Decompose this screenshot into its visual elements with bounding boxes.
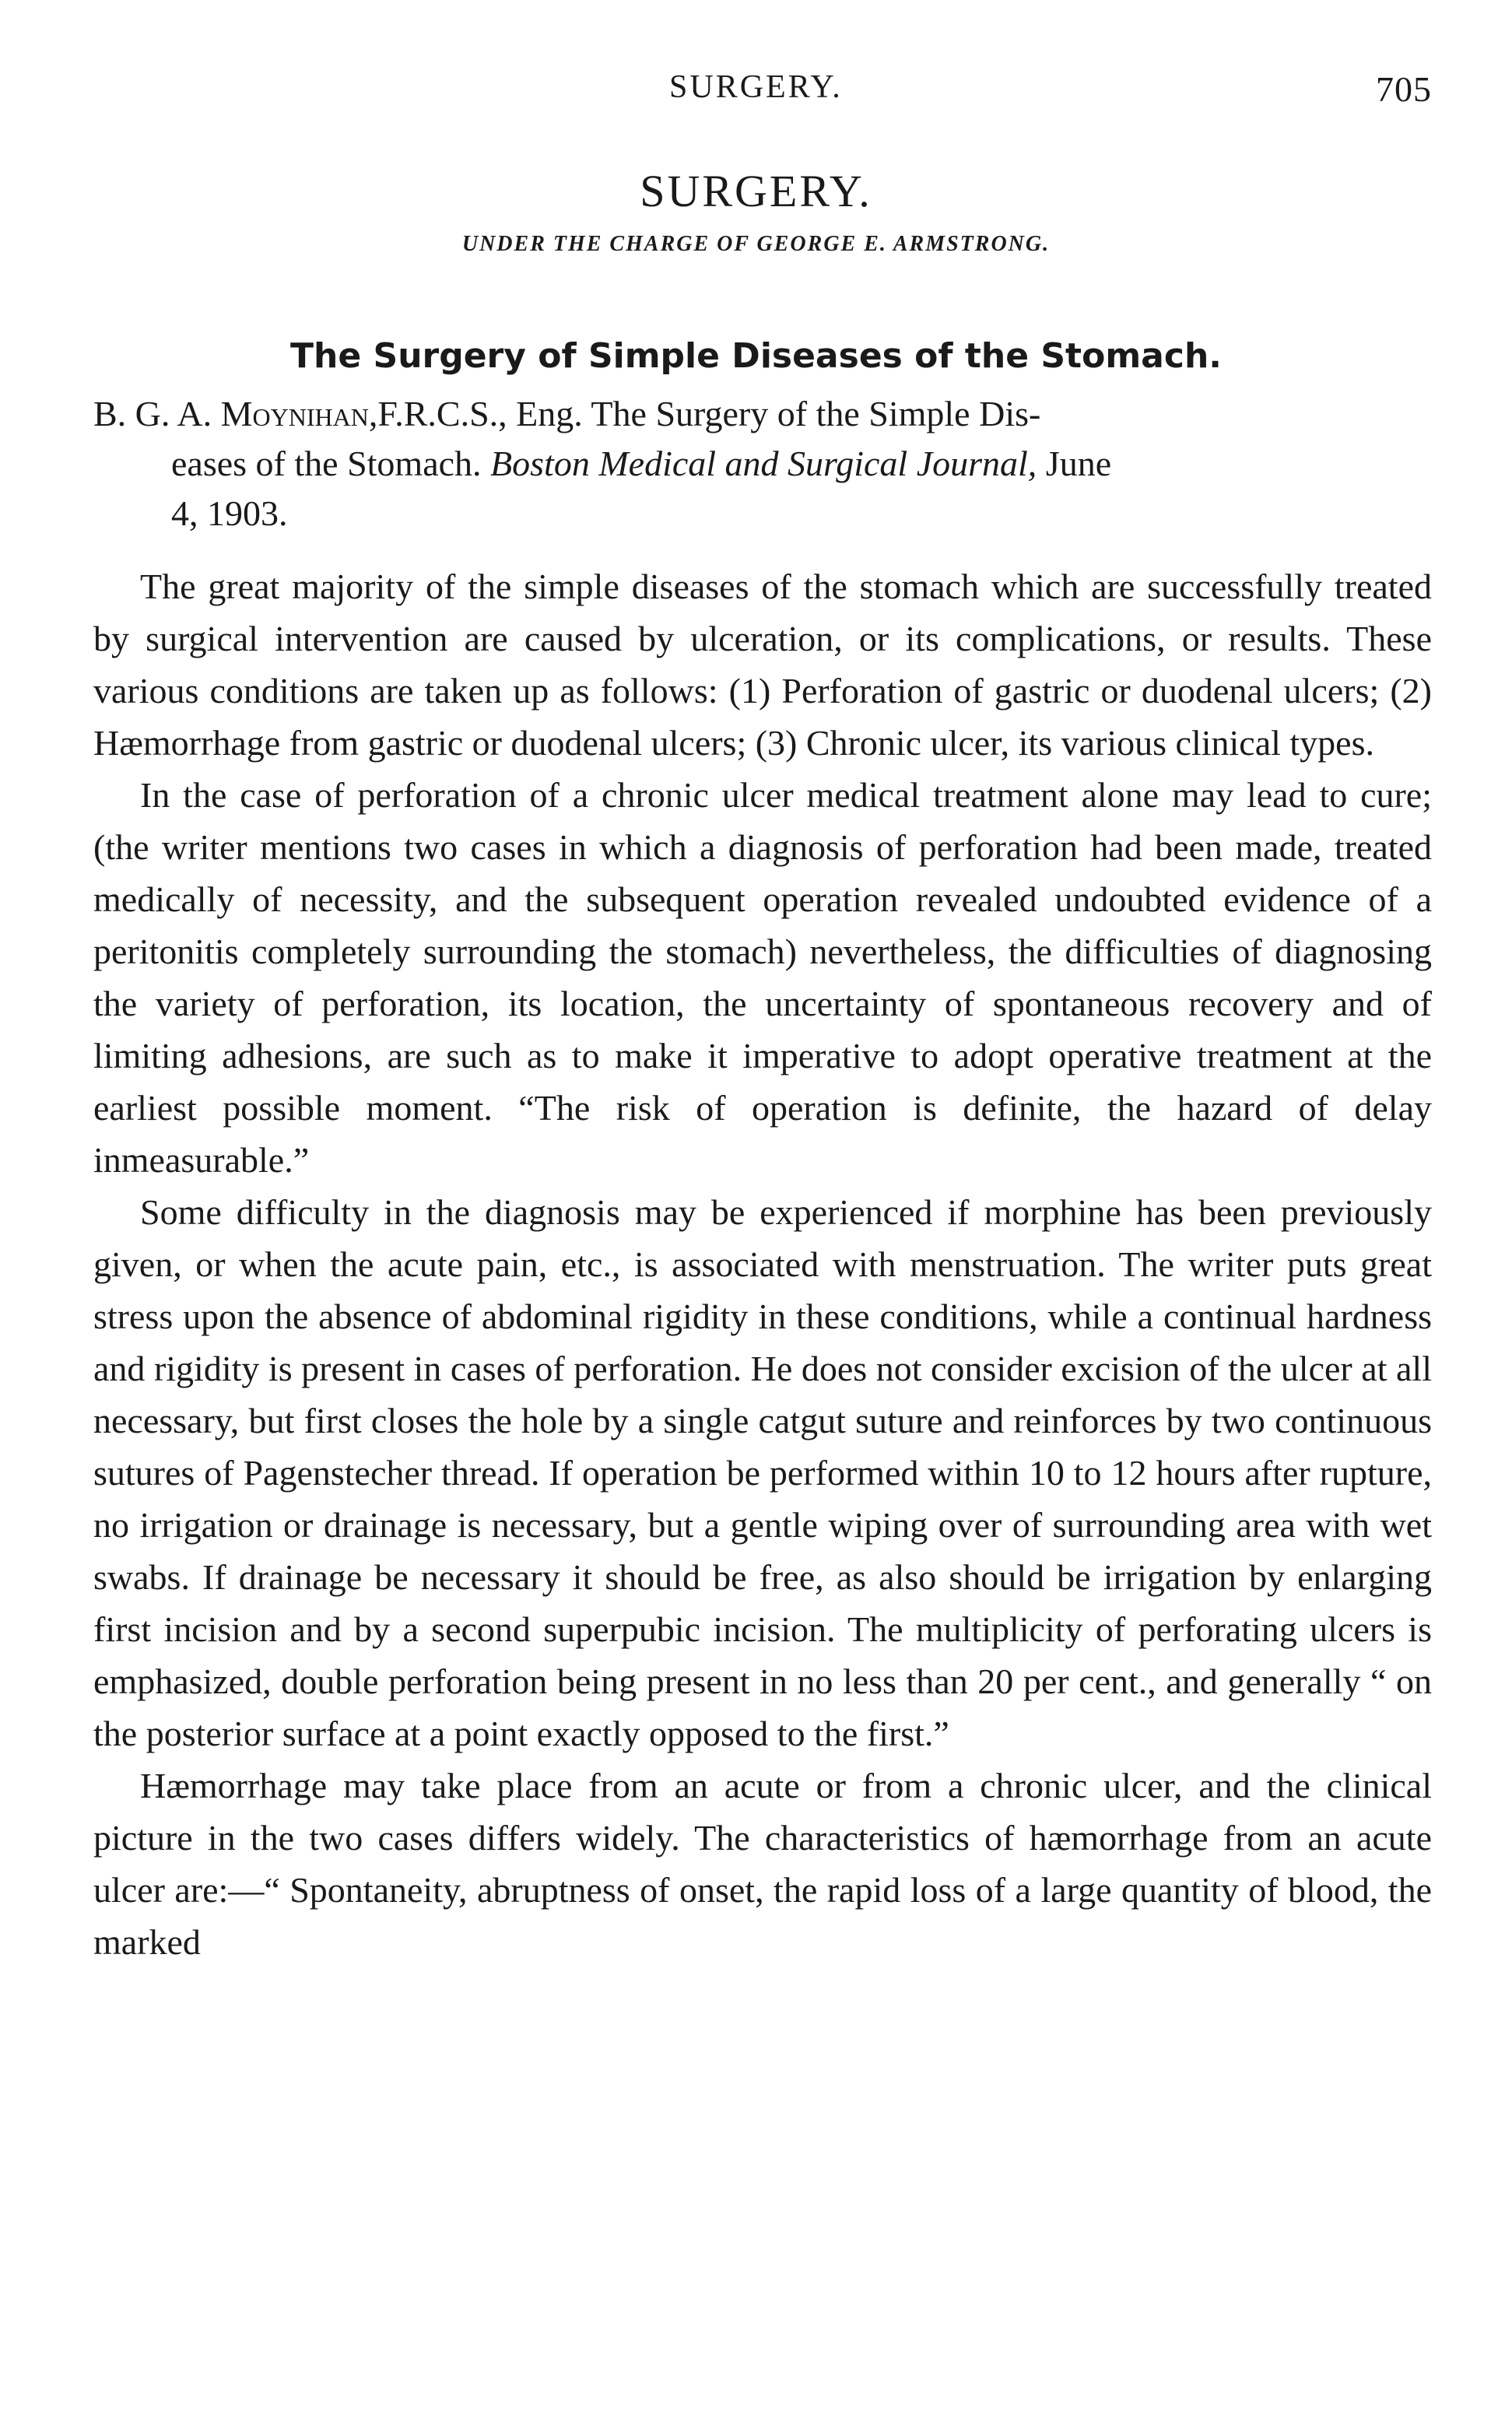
citation-line-3 xyxy=(93,489,1432,539)
citation-prefix: B. G. A. xyxy=(93,394,221,433)
paragraph-perforation: In the case of perforation of a chronic ulcer medical treatment alone may lead to cure; (the writer mentions two cases in which a diagnosis of perforation had been made, treated medically of necessity, and the subsequent operation revealed undoubted evidence of a peritonitis completely surrounding the stomach) nevertheless, the difficulties of diagnosing the variety of perforation, its location, the uncertainty of spontaneous recovery and of limiting adhesions, are such as to make it imperative to adopt operative treatment at the earliest possible moment. “The risk of operation is definite, the hazard of delay inmeasurable.” xyxy=(93,775,1432,1180)
citation xyxy=(93,389,1432,539)
citation-line-1 xyxy=(93,389,1432,439)
citation-title-end: eases of the Stomach. xyxy=(171,444,491,483)
section-title: SURGERY. xyxy=(640,166,872,216)
page-number: 705 xyxy=(1376,69,1432,109)
paragraph-intro: The great majority of the simple diseases of the stomach which are successfully treated by surgical intervention are caused by ulceration, or its complications, or results. These various conditions are taken up as follows: (1) Perforation of gastric or duodenal ulcers; (2) Hæmorrhage from gastric or duodenal ulcers; (3) Chronic ulcer, its various clinical types. xyxy=(93,567,1432,763)
citation-credentials: ,F.R.C.S., Eng. The Surgery of the Simple Dis- xyxy=(368,394,1041,433)
citation-line-2 xyxy=(93,439,1432,489)
citation-author: Moynihan xyxy=(220,394,369,433)
article-body xyxy=(93,560,1432,1968)
section-editor-line: UNDER THE CHARGE OF GEORGE E. ARMSTRONG. xyxy=(461,232,1051,256)
citation-date-year: 4, 1903. xyxy=(171,493,288,533)
running-title: SURGERY. xyxy=(669,69,843,105)
running-head xyxy=(93,68,1432,115)
paragraph-haemorrhage: Hæmorrhage may take place from an acute or from a chronic ulcer, and the clinical picture in the two cases differs widely. The characteristics of hæmorrhage from an acute ulcer are:—“ Spontaneity, abruptness of onset, the rapid loss of a large quantity of blood, the marked xyxy=(93,1766,1432,1962)
citation-journal: Boston Medical and Surgical Journal, xyxy=(490,444,1037,483)
citation-date-month: June xyxy=(1037,444,1112,483)
paragraph-diagnosis: Some difficulty in the diagnosis may be experienced if morphine has been previously given, or when the acute pain, etc., is associated with menstruation. The writer puts great stress upon the absence of abdominal rigidity in these conditions, while a continual hardness and rigidity is present in cases of perforation. He does not consider excision of the ulcer at all necessary, but first closes the hole by a single catgut suture and reinforces by two continuous sutures of Pagenstecher thread. If operation be performed within 10 to 12 hours after rupture, no irrigation or drainage is necessary, but a gentle wiping over of surrounding area with wet swabs. If drainage be necessary it should be free, as also should be irrigation by enlarging first incision and by a second superpubic incision. The multiplicity of perforating ulcers is emphasized, double perforation being present in no less than 20 per cent., and generally “ on the posterior surface at a point exactly opposed to the first.” xyxy=(93,1192,1432,1753)
article-title: The Surgery of Simple Diseases of the Stomach. xyxy=(290,336,1222,376)
